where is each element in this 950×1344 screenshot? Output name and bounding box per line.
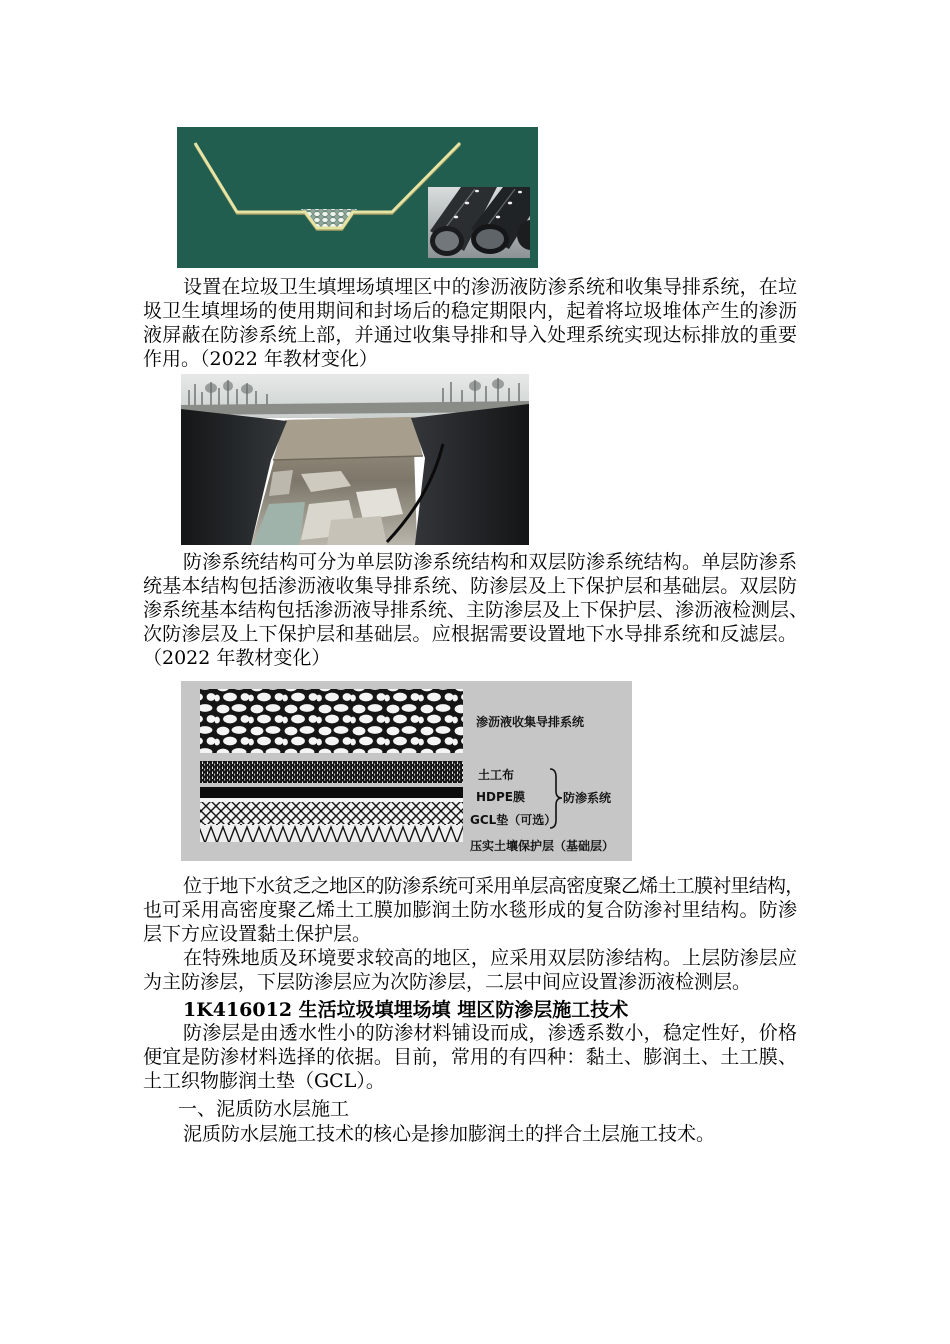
geotextile-layer — [200, 761, 463, 783]
leachate-gravel-layer — [200, 689, 463, 753]
paragraph-leachate-system-function — [143, 275, 797, 371]
membrane-gap — [200, 798, 463, 802]
pipe-hole — [475, 190, 479, 193]
label-geotextile: 土工布 — [478, 768, 515, 782]
paragraph-materials — [143, 1021, 797, 1093]
paragraph-double-layer — [143, 946, 797, 994]
pipe-hole — [508, 202, 512, 205]
paragraph-line: 在特殊地质及环境要求较高的地区，应采用双层防渗结构。上层防渗层应 — [183, 947, 797, 969]
figure-layer-diagram — [181, 681, 632, 861]
paragraph-line: 统基本结构包括渗沥液收集导排系统、防渗层及上下保护层和基础层。双层防 — [143, 575, 797, 597]
pipe-photo-inset — [428, 187, 538, 258]
paragraph-line: 也可采用高密度聚乙烯土工膜加膨润土防水毯形成的复合防渗衬里结构。防渗 — [143, 899, 797, 921]
figure-landfill-photo — [181, 374, 529, 545]
paragraph-line: 渗系统基本结构包括渗沥液导排系统、主防渗层及上下保护层、渗沥液检测层、 — [143, 599, 809, 621]
paragraph-line: 层下方应设置黏土保护层。 — [143, 923, 372, 945]
pipe-hole — [496, 216, 500, 219]
paragraph-system-structure — [143, 550, 809, 670]
pipe-hole — [465, 202, 469, 205]
label-hdpe: HDPE膜 — [476, 790, 525, 804]
paragraph-line: 防渗系统结构可分为单层防渗系统结构和双层防渗系统结构。单层防渗系 — [183, 551, 797, 573]
pipe-opening — [435, 231, 459, 251]
debris-patch — [327, 516, 387, 545]
pipe-hole — [518, 191, 522, 194]
paragraph-line: 次防渗层及上下保护层和基础层。应根据需要设置地下水导排系统和反滤层。 — [143, 623, 797, 645]
paragraph-line: 作用。（2022 年教材变化） — [143, 348, 378, 370]
paragraph-line: 位于地下水贫乏之地区的防渗系统可采用单层高密度聚乙烯土工膜衬里结构， — [183, 875, 804, 897]
figure-3-drawing — [181, 681, 632, 861]
paragraph-line: 便宜是防渗材料选择的依据。目前，常用的有四种：黏土、膨润土、土工膜、 — [143, 1046, 797, 1068]
label-base-layer: 压实土壤保护层（基础层） — [470, 839, 615, 853]
paragraph-line: 设置在垃圾卫生填埋场填埋区中的渗沥液防渗系统和收集导排系统，在垃 — [183, 276, 797, 298]
label-gcl: GCL垫（可选） — [470, 813, 557, 827]
paragraph-line: 为主防渗层，下层防渗层应为次防渗层，二层中间应设置渗沥液检测层。 — [143, 971, 752, 993]
pipe-opening — [476, 229, 504, 249]
subsection-title — [143, 1097, 797, 1121]
tree-canopy — [223, 381, 233, 391]
figure-2-drawing — [181, 374, 529, 545]
figure-1-drawing — [177, 127, 538, 268]
subsection-title-text: 一、泥质防水层施工 — [178, 1098, 350, 1120]
tree-canopy — [241, 384, 253, 394]
paragraph-single-layer — [143, 874, 804, 946]
hdpe-membrane-layer — [200, 787, 463, 798]
compacted-soil-layer — [200, 824, 463, 842]
tree-canopy — [205, 383, 217, 393]
right-liner-slope — [411, 404, 529, 545]
paragraph-line: 防渗层是由透水性小的防渗材料铺设而成，渗透系数小，稳定性好，价格 — [183, 1022, 797, 1044]
heading-text: 1K416012 生活垃圾填埋场填 埋区防渗层施工技术 — [183, 999, 629, 1021]
label-seepage-system: 防渗系统 — [563, 791, 612, 805]
paragraph-line: 土工织物膨润土垫（GCL）。 — [143, 1070, 385, 1092]
paragraph-line: 圾卫生填埋场的使用期间和封场后的稳定期限内，起着将垃圾堆体产生的渗沥 — [143, 300, 797, 322]
tree-canopy — [469, 381, 481, 391]
paragraph-line: 泥质防水层施工技术的核心是掺加膨润土的拌合土层施工技术。 — [183, 1123, 716, 1145]
waste-mound-top — [273, 417, 423, 460]
paragraph-clay-layer — [143, 1122, 797, 1146]
paragraph-line: （2022 年教材变化） — [143, 647, 331, 669]
figure-liner-cross-section — [177, 127, 538, 268]
pipe-hole — [454, 216, 458, 219]
label-leachate-system: 渗沥液收集导排系统 — [476, 715, 585, 729]
section-heading — [143, 998, 797, 1022]
paragraph-line: 液屏蔽在防渗系统上部，并通过收集导排和导入处理系统实现达标排放的重要 — [143, 324, 797, 346]
gcl-layer — [200, 802, 463, 824]
tree-canopy — [492, 379, 504, 389]
